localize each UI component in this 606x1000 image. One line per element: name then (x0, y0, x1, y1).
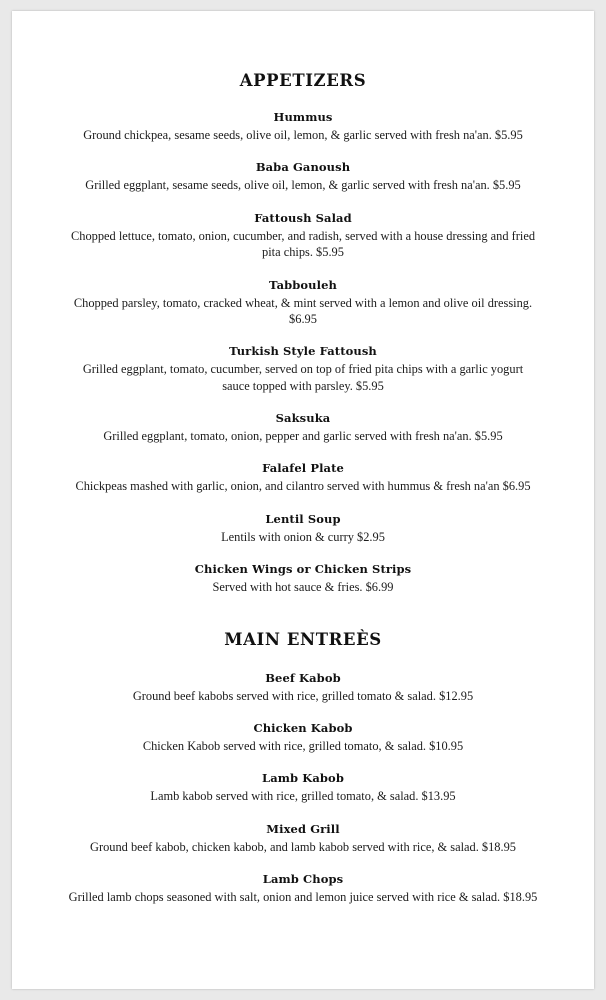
menu-item-name: Fattoush Salad (254, 210, 352, 225)
menu-item-name: Chicken Kabob (253, 720, 353, 735)
menu-item-description: Ground beef kabob, chicken kabob, and lamb kabob served with rice, & salad. $18.95 (90, 839, 516, 854)
menu-item (52, 512, 554, 545)
menu-item-description: Lamb kabob served with rice, grilled tomato, & salad. $13.95 (150, 789, 456, 804)
menu-item (52, 344, 554, 394)
menu-item-name: Beef Kabob (265, 670, 341, 685)
menu-item (52, 110, 554, 143)
menu-item-name: Lamb Kabob (262, 771, 344, 786)
menu-item-name: Tabbouleh (269, 277, 337, 292)
menu-item-description: Grilled eggplant, sesame seeds, olive oil, lemon, & garlic served with fresh na'an. $5.95 (85, 178, 521, 193)
menu-item-description: Lentils with onion & curry $2.95 (221, 529, 385, 544)
menu-section-main-entrees (52, 630, 554, 906)
section-title-appetizers: APPETIZERS (239, 71, 367, 90)
menu-item-name: Falafel Plate (262, 461, 344, 476)
menu-item-description: Chicken Kabob served with rice, grilled tomato, & salad. $10.95 (142, 738, 464, 753)
menu-item-description: Chopped parsley, tomato, cracked wheat, & mint served with a lemon and olive oil dressing. $6.95 (73, 295, 533, 326)
section-title-main-entrees: MAIN ENTREÈS (224, 629, 382, 649)
menu-item (52, 160, 554, 193)
menu-item (52, 671, 554, 704)
menu-item-name: Chicken Wings or Chicken Strips (194, 562, 412, 577)
menu-item-description: Served with hot sauce & fries. $6.99 (212, 580, 394, 595)
menu-item (52, 721, 554, 754)
menu-item-name: Mixed Grill (266, 821, 340, 836)
menu-item-name: Lentil Soup (265, 511, 341, 526)
menu-item-description: Grilled eggplant, tomato, onion, pepper and garlic served with fresh na'an. $5.95 (103, 429, 503, 443)
menu-item-description: Grilled lamb chops seasoned with salt, onion and lemon juice served with rice & salad. $18.95 (68, 890, 538, 904)
menu-item (52, 461, 554, 494)
menu-item-description: Chopped lettuce, tomato, onion, cucumber, and radish, served with a house dressing and fried pita chips. $5.95 (70, 228, 536, 260)
menu-item (52, 562, 554, 595)
menu-item (52, 771, 554, 804)
menu-item-description: Grilled eggplant, tomato, cucumber, served on top of fried pita chips with a garlic yogurt sauce topped with parsley. $5.95 (82, 362, 524, 393)
menu-item-description: Ground beef kabobs served with rice, grilled tomato & salad. $12.95 (132, 688, 474, 703)
menu-item (52, 411, 554, 444)
menu-section-appetizers (52, 71, 554, 596)
menu-item (52, 211, 554, 261)
menu-page (12, 11, 594, 989)
menu-item-name: Lamb Chops (262, 872, 344, 886)
menu-item-name: Saksuka (275, 411, 331, 425)
menu-item-name: Hummus (273, 110, 333, 124)
menu-item-name: Turkish Style Fattoush (229, 344, 377, 359)
menu-item (52, 822, 554, 855)
menu-item-description: Chickpeas mashed with garlic, onion, and cilantro served with hummus & fresh na'an $6.95 (75, 479, 531, 494)
menu-item-name: Baba Ganoush (255, 160, 351, 175)
menu-item (52, 872, 554, 905)
menu-item (52, 278, 554, 328)
menu-item-description: Ground chickpea, sesame seeds, olive oil, lemon, & garlic served with fresh na'an. $5.95 (83, 128, 523, 142)
